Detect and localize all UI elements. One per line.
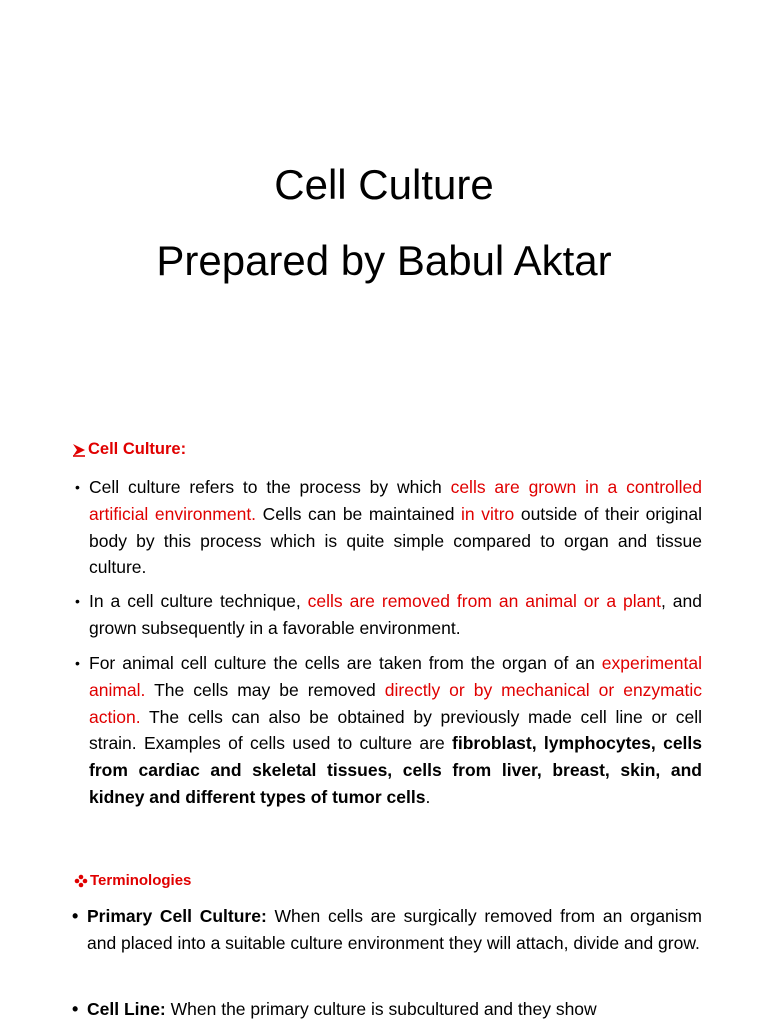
section-terminologies: [74, 872, 704, 889]
section-heading: [74, 872, 704, 889]
bullet-dot-icon: •: [75, 655, 80, 671]
p1-highlight-b: cells are grown in a controlled artificial environment.: [89, 477, 702, 524]
paragraph-2: [72, 588, 702, 642]
diamond-bullet-icon: [74, 874, 88, 888]
term-definition: When the primary culture is subcultured and they show: [165, 999, 597, 1019]
term-definition: When cells are surgically removed from an organism and placed into a suitable culture environment they will attach, divide and grow.: [87, 906, 702, 953]
paragraph-3: [72, 650, 702, 811]
p3-text-a: For animal cell culture the cells are taken from the organ of an: [89, 653, 602, 673]
bullet-dot-icon: •: [75, 593, 80, 609]
p3-highlight-b: experimental animal.: [89, 653, 702, 700]
section-cell-culture: [72, 440, 702, 459]
section-heading: [72, 440, 702, 459]
bullet-dot-icon: •: [72, 906, 79, 926]
p1-text-a: Cell culture refers to the process by which: [89, 477, 451, 497]
p2-highlight-b: cells are removed from an animal or a plant: [307, 591, 661, 611]
term-label: Primary Cell Culture:: [87, 906, 267, 926]
p3-highlight-d: directly or by mechanical or enzymatic action.: [89, 679, 702, 727]
p3-text-e: The cells can also be obtained by previously made cell line or cell strain. Examples of cells used to culture are: [89, 706, 702, 754]
p3-text-c: The cells may be removed: [145, 679, 385, 700]
paragraph-1: [72, 474, 702, 581]
section-heading-text: Cell Culture:: [88, 440, 187, 458]
p2-text-c: , and grown subsequently in a favorable environment.: [89, 591, 702, 638]
p1-text-e: outside of their original body by this process which is quite simple compared to organ and tissue culture.: [89, 503, 702, 578]
section-heading-text: Terminologies: [90, 872, 192, 889]
p3-text-g: .: [425, 786, 431, 807]
p1-highlight-d: in vitro: [461, 503, 515, 524]
term-primary-cell-culture: [72, 903, 702, 957]
p3-bold-f: fibroblast, lymphocytes, cells from cardiac and skeletal tissues, cells from liver, breast, skin, and kidney and different types of tumor cells: [89, 733, 703, 807]
bullet-dot-icon: •: [75, 479, 80, 495]
p2-text-a: In a cell culture technique,: [89, 591, 308, 611]
arrowhead-bullet-icon: [72, 443, 86, 457]
p1-text-c: Cells can be maintained: [256, 503, 462, 524]
document-title: Cell Culture: [274, 161, 494, 208]
bullet-dot-icon: •: [72, 999, 79, 1019]
document-author-line: Prepared by Babul Aktar: [156, 237, 612, 284]
term-cell-line: [72, 996, 702, 1023]
term-label: Cell Line:: [87, 999, 166, 1019]
